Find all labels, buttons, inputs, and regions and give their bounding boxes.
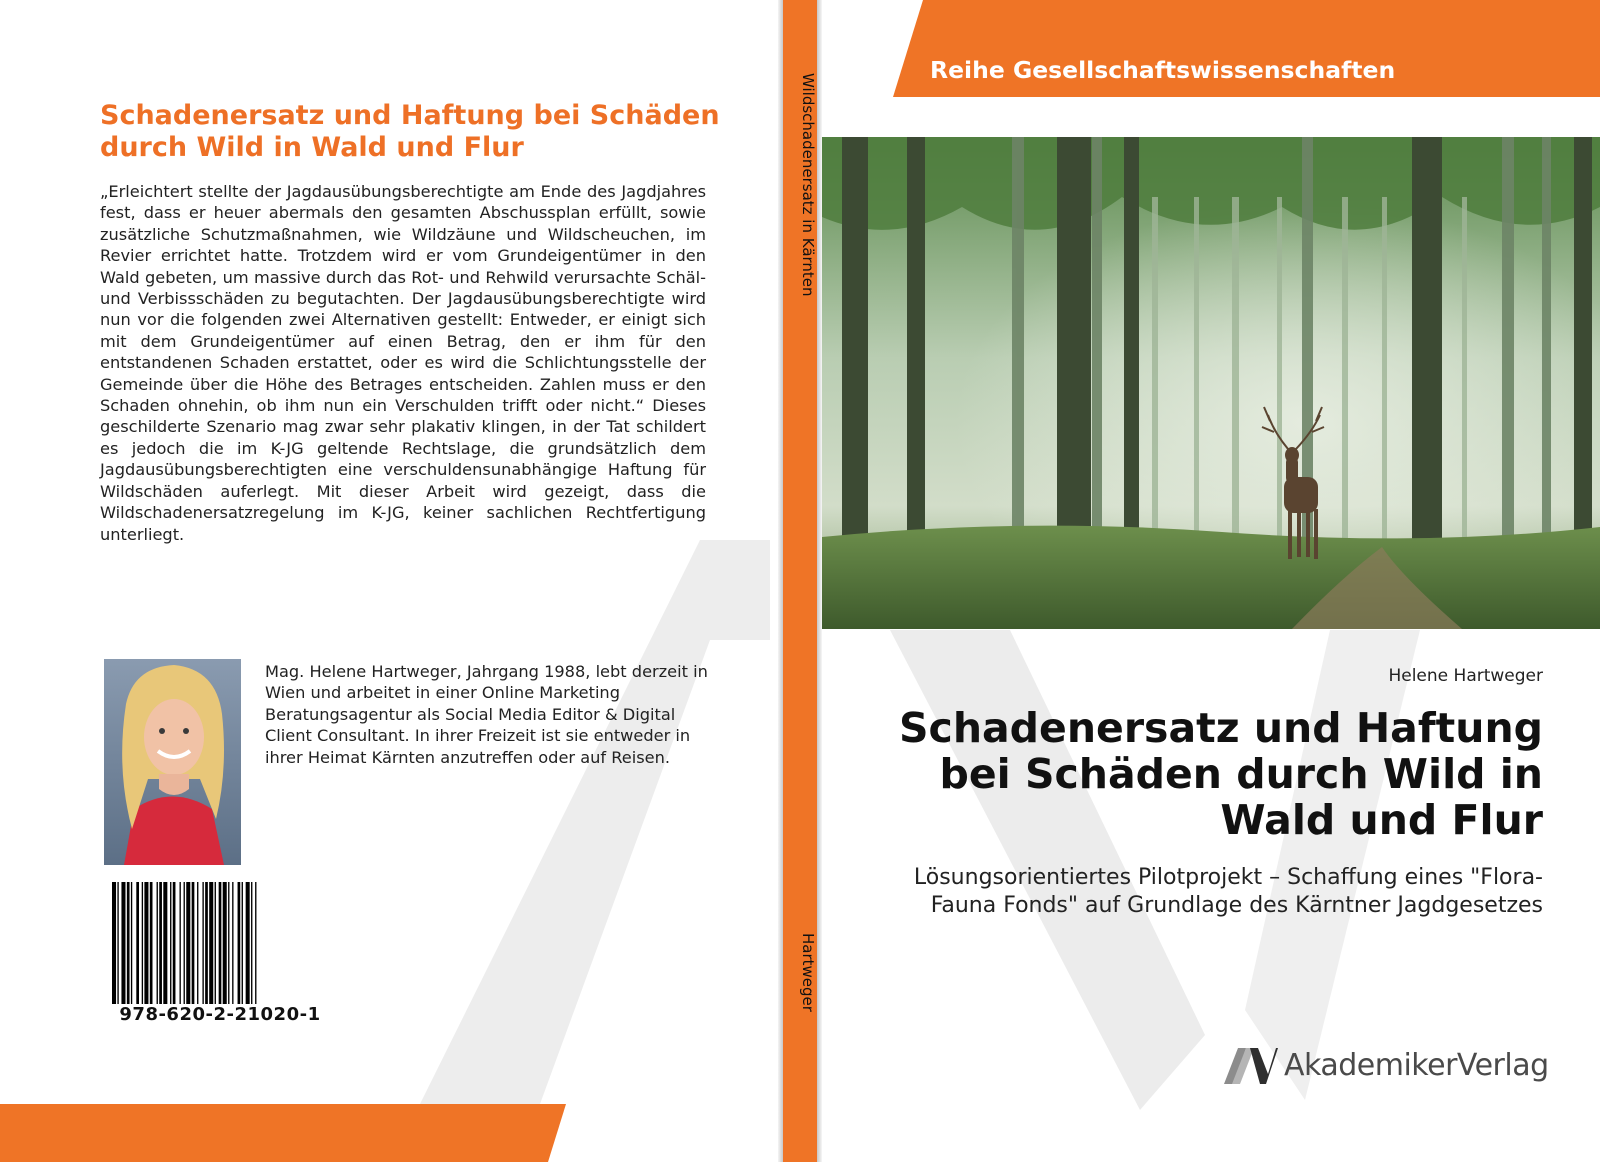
spine-author: Hartweger — [799, 933, 817, 1012]
author-photo — [104, 659, 241, 865]
publisher-name: AkademikerVerlag — [1284, 1048, 1549, 1083]
av-logo-icon — [1224, 1046, 1278, 1086]
isbn-number: 978-620-2-21020-1 — [119, 1004, 321, 1025]
back-cover-blurb: „Erleichtert stellte der Jagdausübungsberechtigte am Ende des Jagdjahres fest, dass er heuer abermals den gesamten Abschussplan erfüllt, sowie zusätzliche Schutzmaßnahmen, wie Wildzäune und Wildscheuchen, im Revier errichtet hatte. Trotzdem wird er vom Grundeigentümer in den Wald gebeten, um massive durch das Rot- und Rehwild verursachte Schäl- und Verbissschäden zu begutachten. Der Jagdausübungsberechtigte wird nun vor die folgenden zwei Alternativen gestellt: Entweder, er einigt sich mit dem Grundeigentümer auf einen Betrag, den er ihm für den entstandenen Schaden erstattet, oder es wird die Schlichtungsstelle der Gemeinde über die Höhe des Betrages entscheiden. Zahlen muss er den Schaden ohnehin, ob ihm nun ein Verschulden trifft oder nicht.“ Dieses geschilderte Szenario mag zwar sehr plakativ klingen, in der Tat schildert es jedoch die im K-JG geltende Rechtslage, die grundsätzlich dem Jagdausübungsberechtigten eine verschuldensunabhängige Haftung für Wildschäden auferlegt. Mit dieser Arbeit wird gezeigt, dass die Wildschadenersatzregelung im K-JG, keiner sachlichen Rechtfertigung unterliegt. — [100, 182, 706, 544]
publisher-mark — [1224, 1046, 1554, 1090]
series-label: Reihe Gesellschaftswissenschaften — [930, 56, 1396, 84]
back-cover-stripe — [0, 1104, 566, 1162]
spine-title: Wildschadenersatz in Kärnten — [799, 73, 817, 297]
front-cover-author: Helene Hartweger — [1388, 666, 1543, 686]
author-bio: Mag. Helene Hartweger, Jahrgang 1988, lebt derzeit in Wien und arbeitet in einer Online Marketing Beratungsagentur als Social Media Editor & Digital Client Consultant. In ihrer Freizeit ist sie entweder in ihrer Heimat Kärnten anzutreffen oder auf Reisen. — [265, 662, 708, 767]
front-cover-title: Schadenersatz und Haftung bei Schäden durch Wild in Wald und Flur — [898, 704, 1543, 844]
back-cover-title: Schadenersatz und Haftung bei Schäden durch Wild in Wald und Flur — [100, 100, 720, 163]
forest-deer-image — [822, 137, 1600, 629]
front-cover-subtitle: Lösungsorientiertes Pilotprojekt – Schaffung eines "Flora-Fauna Fonds" auf Grundlage des Kärntner Jagdgesetzes — [913, 865, 1543, 918]
barcode-icon — [110, 882, 332, 1004]
